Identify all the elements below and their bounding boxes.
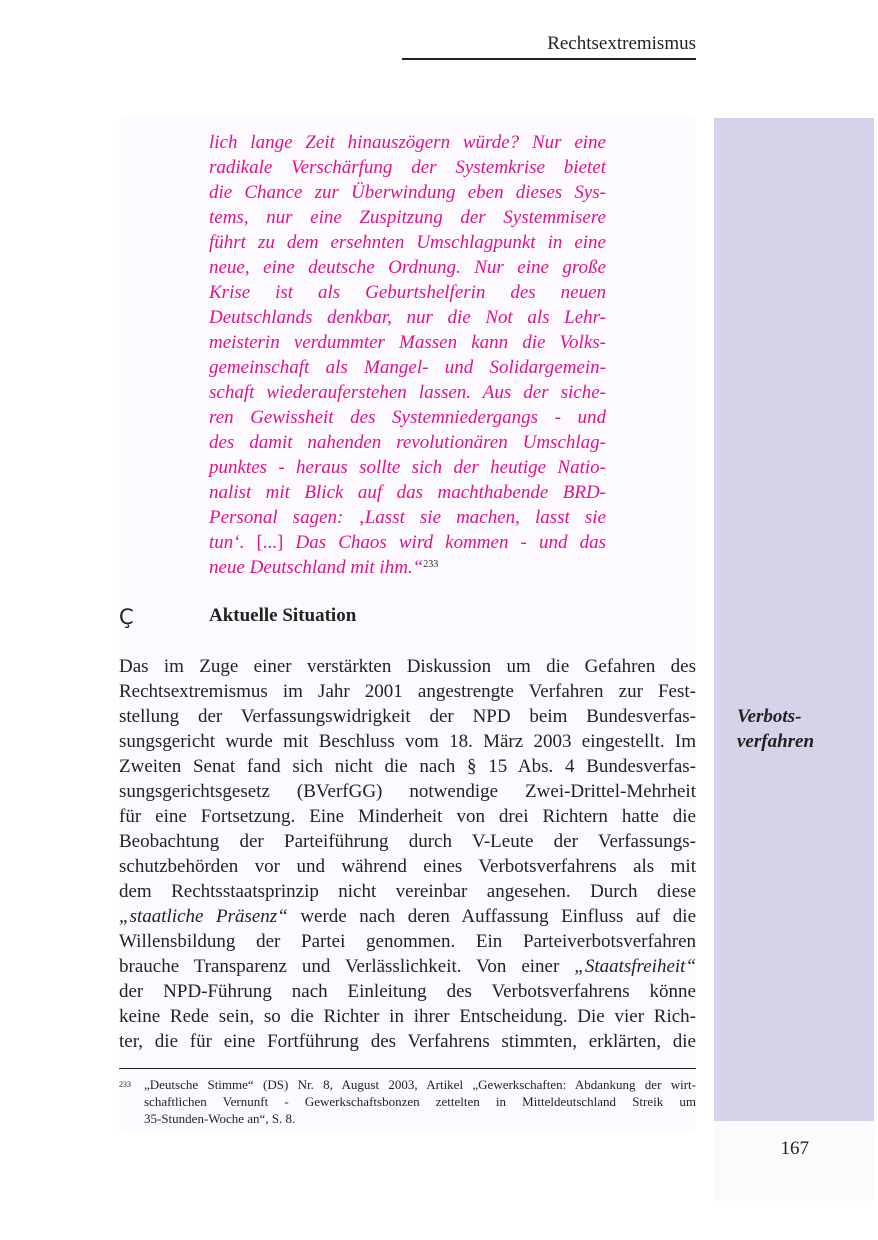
quote-line: Krise ist als Geburtshelferin des neuen — [209, 282, 606, 303]
quote-line: ren Gewissheit des Systemniedergangs - und — [209, 407, 606, 428]
footnote-line: 35-Stunden-Woche an“, S. 8. — [144, 1111, 296, 1126]
body-line: Das im Zuge einer verstärkten Diskussion um die Gefahren des — [119, 656, 696, 677]
body-line: dem Rechtsstaatsprinzip nicht vereinbar angesehen. Durch diese — [119, 881, 696, 902]
quote-line — [209, 530, 606, 555]
margin-note — [737, 704, 867, 754]
footnote — [119, 1076, 696, 1127]
section-marker: Ç — [119, 605, 134, 629]
footnote-number: 233 — [119, 1080, 131, 1089]
body-line: für eine Fortsetzung. Eine Minderheit von drei Richtern hatte die — [119, 806, 696, 827]
section-heading: Aktuelle Situation — [209, 605, 357, 626]
quote-line: punktes - heraus sollte sich der heutige Natio- — [209, 457, 606, 478]
footnote-line: schaftlichen Vernunft - Gewerkschaftsbonzen zettelten in Mitteldeutschland Streik um — [144, 1094, 696, 1109]
body-fragment: brauche Transparenz und Verlässlichkeit. Von einer — [119, 956, 560, 977]
body-line: keine Rede sein, so die Richter in ihrer Entscheidung. Die vier Rich- — [119, 1006, 696, 1027]
body-text — [119, 654, 696, 1054]
page-number-area — [714, 1121, 874, 1201]
page-number: 167 — [780, 1138, 809, 1159]
quote-line: radikale Verschärfung der Systemkrise bietet — [209, 157, 606, 178]
emphasis: „Staatsfreiheit“ — [574, 956, 697, 977]
emphasis: „staatliche Präsenz“ — [119, 906, 288, 927]
body-line: ter, die für eine Fortführung des Verfahrens stimmten, erklärten, die — [119, 1031, 696, 1052]
body-line — [119, 904, 696, 929]
quote-line — [209, 555, 606, 580]
quote-fragment: Das Chaos wird kommen - und das — [295, 532, 606, 553]
margin-note-line: Verbots- — [737, 706, 802, 727]
body-line: der NPD-Führung nach Einleitung des Verbotsverfahrens könne — [119, 981, 696, 1002]
body-line: Willensbildung der Partei genommen. Ein Parteiverbotsverfahren — [119, 931, 696, 952]
body-line: sungsgericht wurde mit Beschluss vom 18. März 2003 eingestellt. Im — [119, 731, 696, 752]
quote-line: tems, nur eine Zuspitzung der Systemmisere — [209, 207, 606, 228]
quote-fragment: neue Deutschland mit ihm.“ — [209, 557, 424, 578]
quote-line: Personal sagen: ‚Lasst sie machen, lasst sie — [209, 507, 606, 528]
quote-line: Deutschlands denkbar, nur die Not als Lehr- — [209, 307, 606, 328]
quote-line: nalist mit Blick auf das machthabende BRD- — [209, 482, 606, 503]
margin-bar — [714, 118, 874, 1121]
margin-note-line: verfahren — [737, 731, 815, 752]
header-title: Rechtsextremismus — [547, 33, 696, 54]
footnote-text — [144, 1076, 696, 1127]
body-line: Zweiten Senat fand sich nicht die nach § 15 Abs. 4 Bundesverfas- — [119, 756, 696, 777]
quote-line: meisterin verdummter Massen kann die Volks- — [209, 332, 606, 353]
quote-line: lich lange Zeit hinauszögern würde? Nur eine — [209, 132, 606, 153]
footnote-line: „Deutsche Stimme“ (DS) Nr. 8, August 2003, Artikel „Gewerkschaften: Abdankung der wirt- — [144, 1077, 696, 1092]
footnote-reference: 233 — [423, 559, 439, 570]
quote-line: schaft wiederauferstehen lassen. Aus der siche- — [209, 382, 606, 403]
quote-omission: [...] — [256, 532, 284, 553]
body-line: schutzbehörden vor und während eines Verbotsverfahrens als mit — [119, 856, 696, 877]
quote-fragment: tun‘. — [209, 532, 245, 553]
quote-line: führt zu dem ersehnten Umschlagpunkt in eine — [209, 232, 606, 253]
body-line: stellung der Verfassungswidrigkeit der NPD beim Bundesverfas- — [119, 706, 696, 727]
quote-line: gemeinschaft als Mangel- und Solidargemein- — [209, 357, 606, 378]
footnote-rule — [119, 1068, 696, 1069]
body-line: sungsgerichtsgesetz (BVerfGG) notwendige Zwei-Drittel-Mehrheit — [119, 781, 696, 802]
quote-line: neue, eine deutsche Ordnung. Nur eine große — [209, 257, 606, 278]
quote-line: die Chance zur Überwindung eben dieses Sys- — [209, 182, 606, 203]
body-line: Rechtsextremismus im Jahr 2001 angestrengte Verfahren zur Fest- — [119, 681, 696, 702]
body-line: Beobachtung der Parteiführung durch V-Leute der Verfassungs- — [119, 831, 696, 852]
quote-block — [209, 130, 606, 580]
quote-line: des damit nahenden revolutionären Umschlag- — [209, 432, 606, 453]
body-fragment: werde nach deren Auffassung Einfluss auf die — [300, 906, 697, 927]
header-rule — [402, 58, 696, 60]
body-line — [119, 954, 696, 979]
